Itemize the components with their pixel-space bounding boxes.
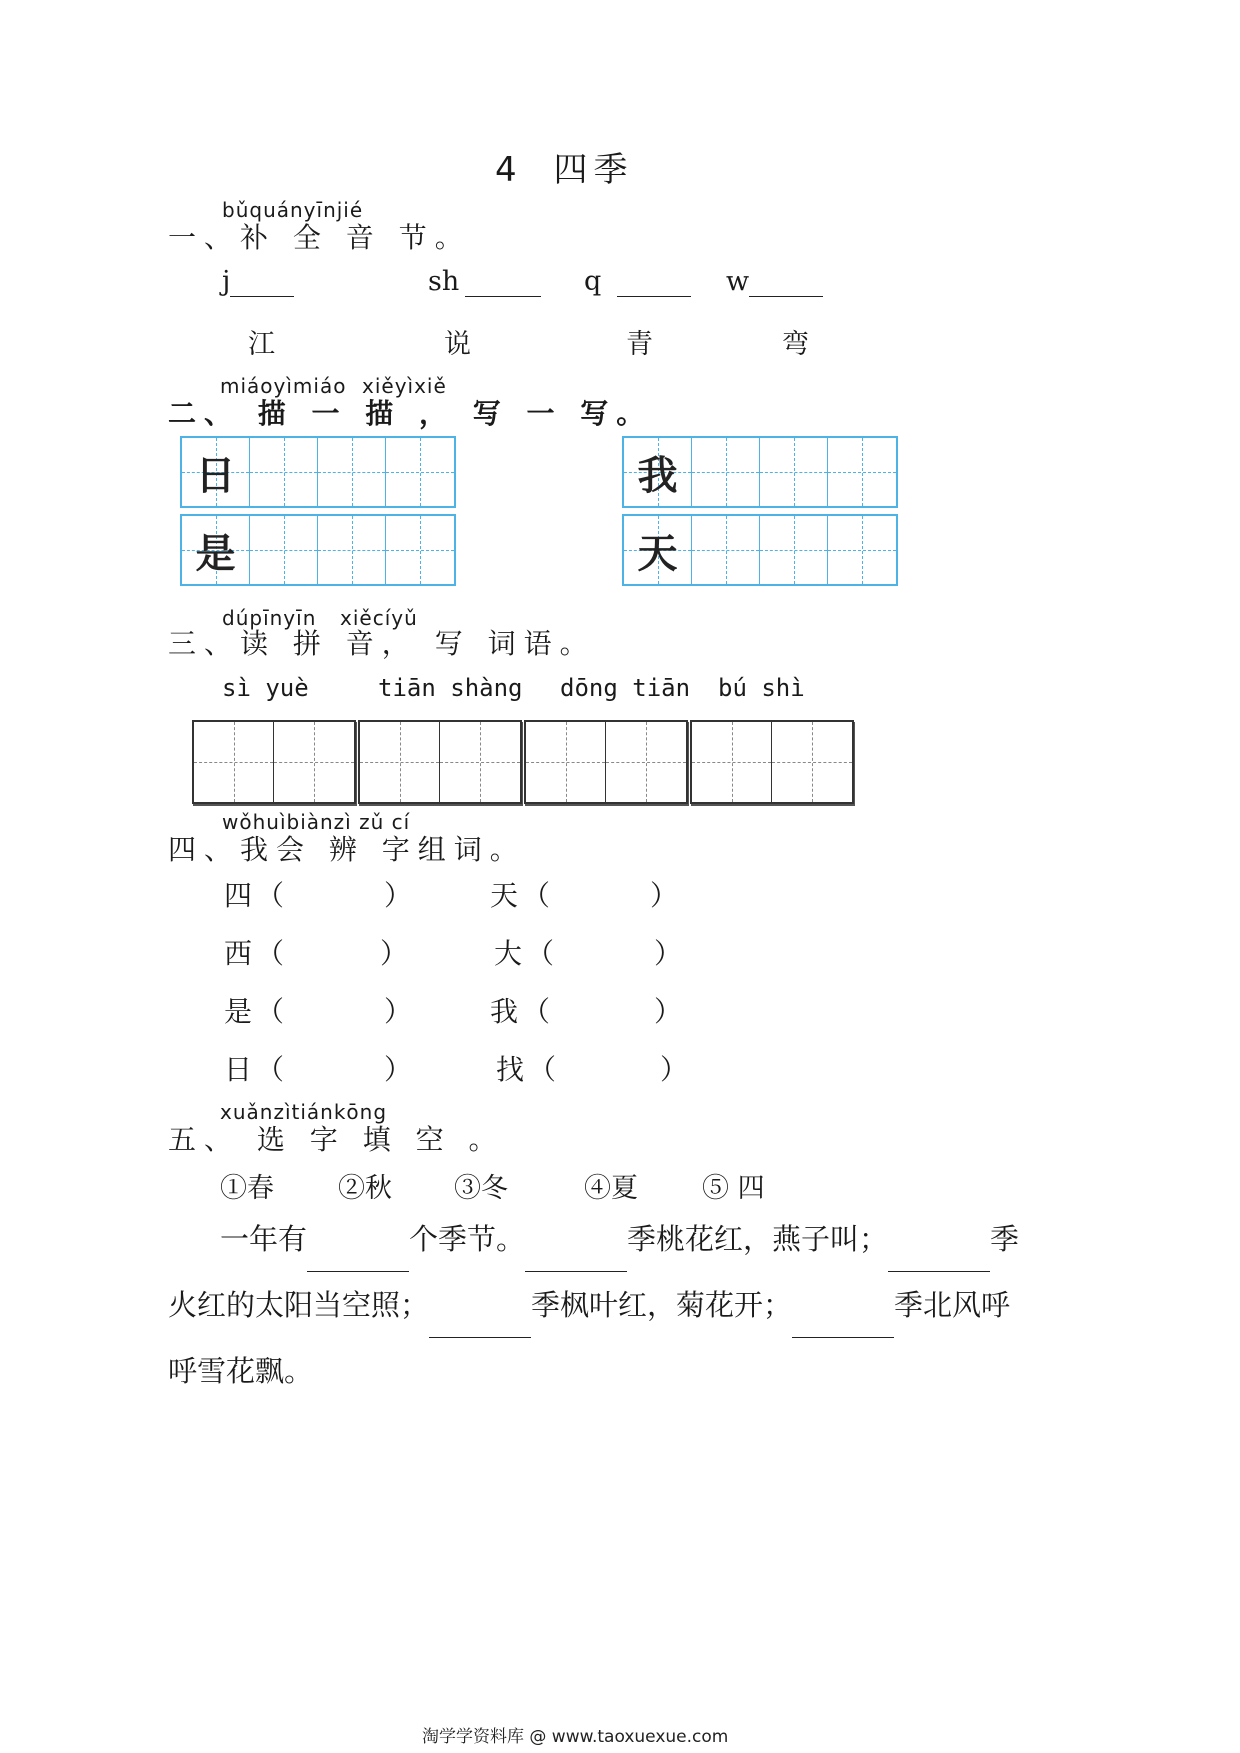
compare-row-4-left[interactable]: 日 （ ）	[224, 1053, 413, 1086]
word-pinyin-1: sì yuè	[222, 674, 309, 702]
section3-pinyin-b: xiěcíyǔ	[340, 606, 418, 630]
word-box-1[interactable]	[192, 720, 356, 804]
word-box-4[interactable]	[690, 720, 854, 804]
practice-cell[interactable]	[828, 438, 896, 506]
practice-cell[interactable]	[828, 516, 896, 584]
compare-row-4-right[interactable]: 找 （ ）	[496, 1053, 689, 1086]
practice-cell[interactable]	[250, 516, 318, 584]
compare-row-1-right[interactable]: 天 （ ）	[490, 879, 679, 912]
section4-heading: 四、我会 辨 字组词。	[168, 833, 526, 866]
option-4: ④夏	[584, 1173, 638, 1204]
fill-in-paragraph: 一年有 个季节。 季桃花红，燕子叫； 季火红的太阳当空照； 季枫叶红，菊花开； 季北风呼呼雪花飘。	[168, 1222, 1020, 1388]
answer-blank-3[interactable]	[888, 1243, 990, 1272]
compare-row-3-right[interactable]: 我 （ ）	[490, 995, 683, 1028]
syllable-blank-3[interactable]: q	[584, 266, 691, 297]
practice-cell[interactable]	[760, 438, 828, 506]
compare-row-3-left[interactable]: 是 （ ）	[224, 995, 413, 1028]
practice-cell[interactable]	[318, 438, 386, 506]
practice-cell[interactable]	[692, 438, 760, 506]
syllable-blank-2[interactable]: sh	[428, 266, 541, 297]
practice-cell[interactable]	[692, 516, 760, 584]
practice-grid-shi[interactable]	[180, 514, 456, 586]
section2-heading: 二、 描 一 描 ， 写 一 写。	[168, 397, 653, 430]
practice-cell[interactable]: 天	[624, 516, 692, 584]
answer-blank-1[interactable]	[307, 1243, 409, 1272]
word-pinyin-2: tiān shàng	[378, 674, 523, 702]
section3-pinyin-a: dúpīnyīn	[222, 606, 317, 630]
syllable-blank-1[interactable]: j	[222, 266, 294, 297]
option-2: ②秋	[338, 1173, 392, 1204]
practice-cell[interactable]	[386, 516, 454, 584]
answer-blank-4[interactable]	[429, 1309, 531, 1338]
option-1: ①春	[220, 1173, 274, 1204]
syllable-char-2: 说	[444, 329, 471, 360]
section5-pinyin: xuǎnzìtiánkōng	[220, 1100, 388, 1124]
syllable-char-1: 江	[248, 329, 275, 360]
writing-cell[interactable]	[274, 722, 354, 802]
footer-watermark: 淘学学资料库 @ www.taoxuexue.com	[422, 1727, 729, 1747]
word-box-2[interactable]	[358, 720, 522, 804]
syllable-char-4: 弯	[782, 329, 809, 360]
syllable-blank-4[interactable]: w	[726, 266, 823, 297]
practice-grid-tian[interactable]	[622, 514, 898, 586]
option-5: ⑤ 四	[702, 1173, 765, 1204]
section4-pinyin: wǒhuìbiànzì zǔ cí	[222, 810, 411, 834]
lesson-number: 4	[495, 150, 523, 190]
practice-cell[interactable]: 我	[624, 438, 692, 506]
practice-grid-wo[interactable]	[622, 436, 898, 508]
writing-cell[interactable]	[772, 722, 852, 802]
word-pinyin-3: dōng tiān	[560, 674, 691, 702]
section1-pinyin: bǔquányīnjié	[222, 198, 364, 222]
answer-blank-5[interactable]	[792, 1309, 894, 1338]
section2-pinyin-b: xiěyìxiě	[362, 374, 447, 398]
word-pinyin-4: bú shì	[718, 674, 805, 702]
writing-cell[interactable]	[194, 722, 274, 802]
compare-row-1-left[interactable]: 四 （ ）	[224, 879, 413, 912]
compare-row-2-right[interactable]: 大 （ ）	[494, 937, 683, 970]
section2-pinyin-a: miáoyìmiáo	[220, 374, 347, 398]
lesson-title: 四季	[553, 150, 634, 190]
writing-cell[interactable]	[692, 722, 772, 802]
practice-grid-ri[interactable]	[180, 436, 456, 508]
compare-row-2-left[interactable]: 西 （ ）	[224, 937, 409, 970]
practice-cell[interactable]	[760, 516, 828, 584]
page-title	[495, 142, 633, 191]
option-3: ③冬	[454, 1173, 508, 1204]
answer-blank-2[interactable]	[525, 1243, 627, 1272]
practice-cell[interactable]: 是	[182, 516, 250, 584]
section5-heading: 五、 选 字 填 空 。	[168, 1123, 505, 1156]
practice-cell[interactable]: 日	[182, 438, 250, 506]
practice-cell[interactable]	[386, 438, 454, 506]
practice-cell[interactable]	[250, 438, 318, 506]
word-box-3[interactable]	[524, 720, 688, 804]
writing-cell[interactable]	[440, 722, 520, 802]
writing-cell[interactable]	[360, 722, 440, 802]
practice-cell[interactable]	[318, 516, 386, 584]
writing-cell[interactable]	[606, 722, 686, 802]
writing-cell[interactable]	[526, 722, 606, 802]
section3-heading: 三、读 拼 音， 写 词语。	[168, 627, 596, 660]
section1-heading: 一、补 全 音 节。	[168, 221, 471, 254]
syllable-char-3: 青	[626, 329, 653, 360]
